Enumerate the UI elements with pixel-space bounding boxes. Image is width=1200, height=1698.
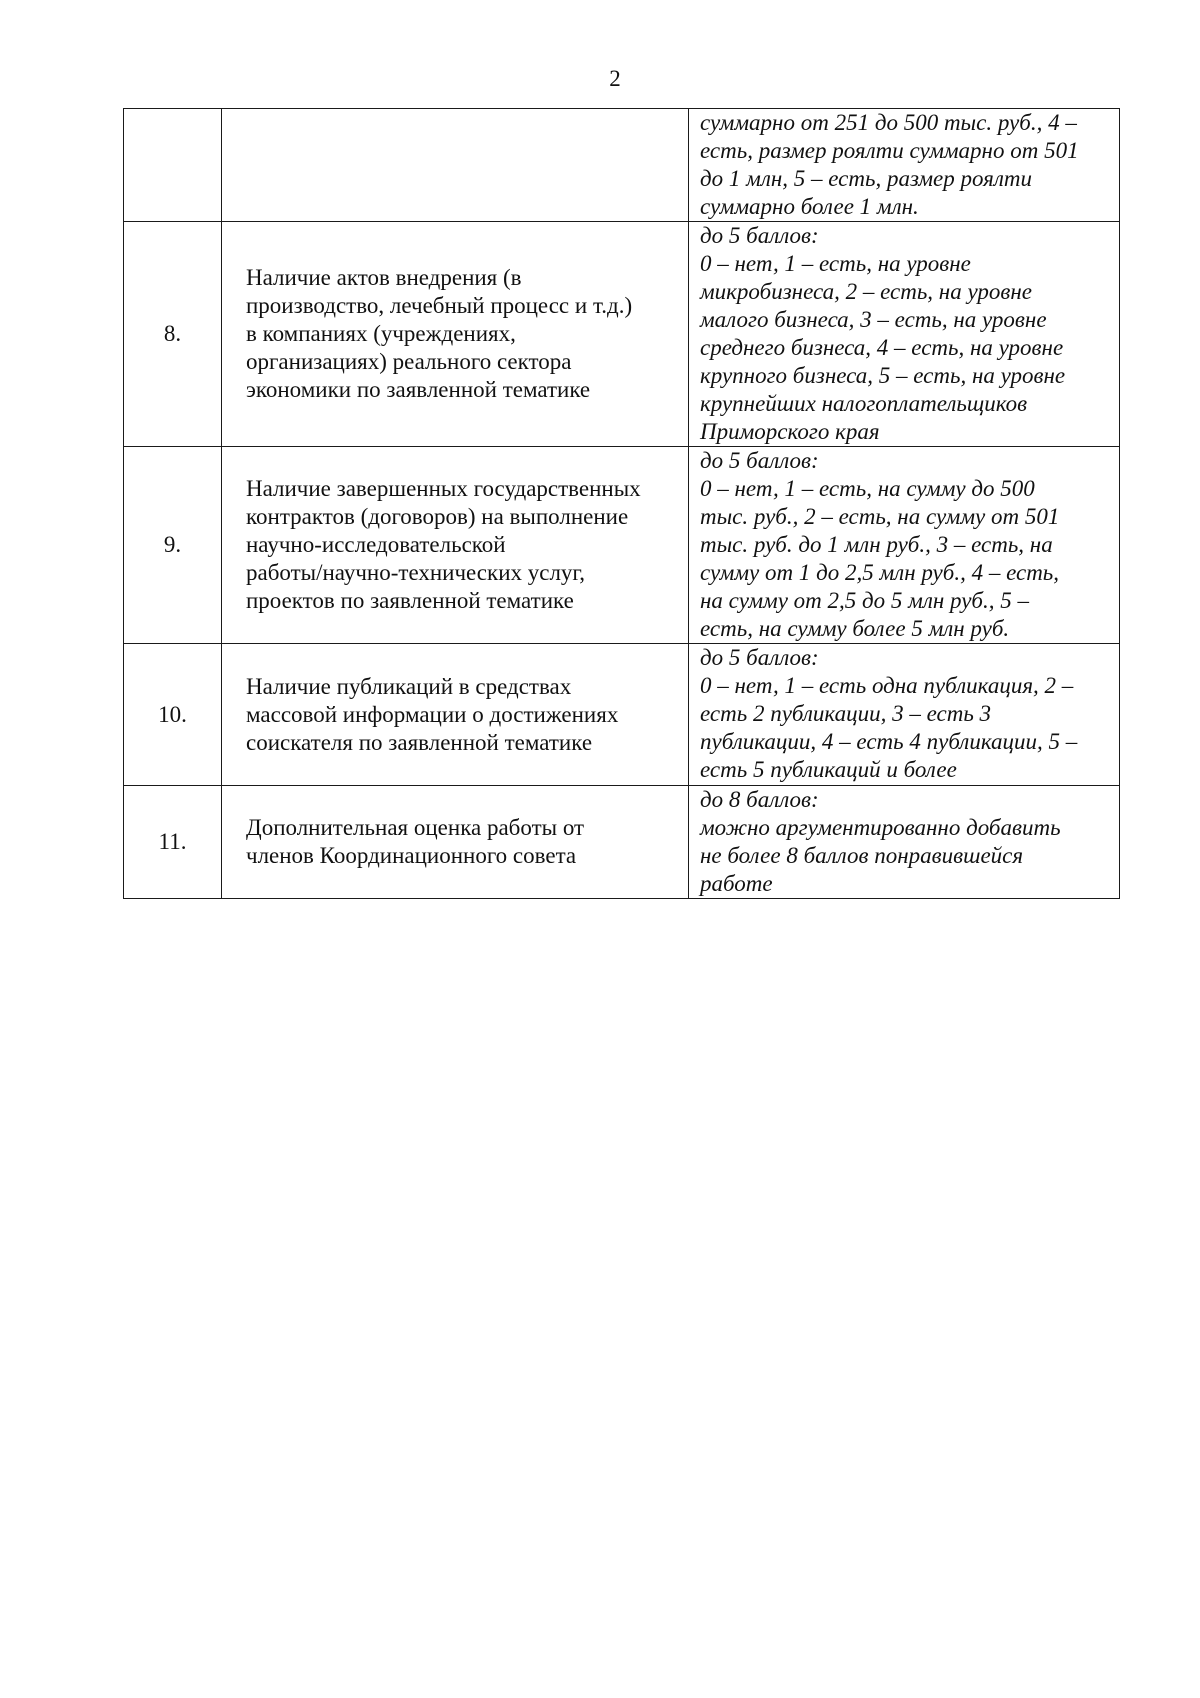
score-line: до 5 баллов: xyxy=(700,448,819,473)
criterion-line: членов Координационного совета xyxy=(246,843,577,868)
score-line: до 5 баллов: xyxy=(700,223,819,248)
criterion-line: проектов по заявленной тематике xyxy=(246,588,574,613)
row-number-cell xyxy=(124,109,222,222)
row-number-cell: 10. xyxy=(124,644,222,786)
score-line: не более 8 баллов понравившейся xyxy=(700,843,1024,868)
criterion-line: контрактов (договоров) на выполнение xyxy=(246,504,629,529)
score-line: 0 – нет, 1 – есть одна публикация, 2 – xyxy=(700,673,1074,698)
score-line: Приморского края xyxy=(700,419,880,444)
table-row xyxy=(124,644,1120,786)
row-number-cell: 8. xyxy=(124,222,222,447)
criterion-line: массовой информации о достижениях xyxy=(246,701,619,727)
score-line: публикации, 4 – есть 4 публикации, 5 – xyxy=(700,729,1078,754)
score-cell xyxy=(689,447,1120,644)
row-number-cell: 9. xyxy=(124,447,222,644)
score-line: работе xyxy=(700,871,773,896)
score-line: крупного бизнеса, 5 – есть, на уровне xyxy=(700,363,1066,388)
row-number-cell: 11. xyxy=(124,786,222,899)
score-line: есть, размер роялти суммарно от 501 xyxy=(700,138,1079,163)
criterion-cell xyxy=(222,222,689,447)
criterion-line: соискателя по заявленной тематике xyxy=(246,729,593,755)
score-line: 0 – нет, 1 – есть, на уровне xyxy=(700,251,971,276)
criterion-line: организациях) реального сектора xyxy=(246,349,572,374)
score-line: сумму от 1 до 2,5 млн руб., 4 – есть, xyxy=(700,560,1060,585)
criterion-line: Наличие публикаций в средствах xyxy=(246,673,572,699)
score-line: среднего бизнеса, 4 – есть, на уровне xyxy=(700,335,1064,360)
score-cell xyxy=(689,222,1120,447)
criterion-cell xyxy=(222,786,689,899)
score-line: есть 2 публикации, 3 – есть 3 xyxy=(700,701,992,726)
score-line: до 8 баллов: xyxy=(700,787,819,812)
score-line: крупнейших налогоплательщиков xyxy=(700,391,1028,416)
score-line: суммарно от 251 до 500 тыс. руб., 4 – xyxy=(700,110,1077,135)
score-line: малого бизнеса, 3 – есть, на уровне xyxy=(700,307,1047,332)
score-line: тыс. руб. до 1 млн руб., 3 – есть, на xyxy=(700,532,1053,557)
score-line: на сумму от 2,5 до 5 млн руб., 5 – xyxy=(700,588,1029,613)
table-row xyxy=(124,447,1120,644)
criterion-cell xyxy=(222,109,689,222)
table-row xyxy=(124,222,1120,447)
table-row xyxy=(124,786,1120,899)
criterion-line: Наличие актов внедрения (в xyxy=(246,265,522,290)
score-line: 0 – нет, 1 – есть, на сумму до 500 xyxy=(700,476,1035,501)
criterion-line: производство, лечебный процесс и т.д.) xyxy=(246,293,633,318)
score-line: есть 5 публикаций и более xyxy=(700,757,957,782)
score-line: можно аргументированно добавить xyxy=(700,815,1061,840)
score-cell xyxy=(689,644,1120,786)
criterion-cell xyxy=(222,644,689,786)
criterion-line: Дополнительная оценка работы от xyxy=(246,815,585,840)
criterion-line: экономики по заявленной тематике xyxy=(246,377,591,402)
criterion-cell xyxy=(222,447,689,644)
criterion-line: работы/научно-технических услуг, xyxy=(246,560,586,585)
criterion-line: научно-исследовательской xyxy=(246,532,506,557)
criteria-table xyxy=(123,108,1120,899)
table-row xyxy=(124,109,1120,222)
score-line: суммарно более 1 млн. xyxy=(700,194,919,219)
score-line: до 5 баллов: xyxy=(700,645,819,670)
score-line: до 1 млн, 5 – есть, размер роялти xyxy=(700,166,1033,191)
criterion-line: Наличие завершенных государственных xyxy=(246,476,641,501)
page-number: 2 xyxy=(609,66,621,91)
score-line: есть, на сумму более 5 млн руб. xyxy=(700,616,1010,641)
criterion-line: в компаниях (учреждениях, xyxy=(246,321,516,346)
score-line: микробизнеса, 2 – есть, на уровне xyxy=(700,279,1032,304)
score-cell xyxy=(689,109,1120,222)
score-cell xyxy=(689,786,1120,899)
score-line: тыс. руб., 2 – есть, на сумму от 501 xyxy=(700,504,1060,529)
